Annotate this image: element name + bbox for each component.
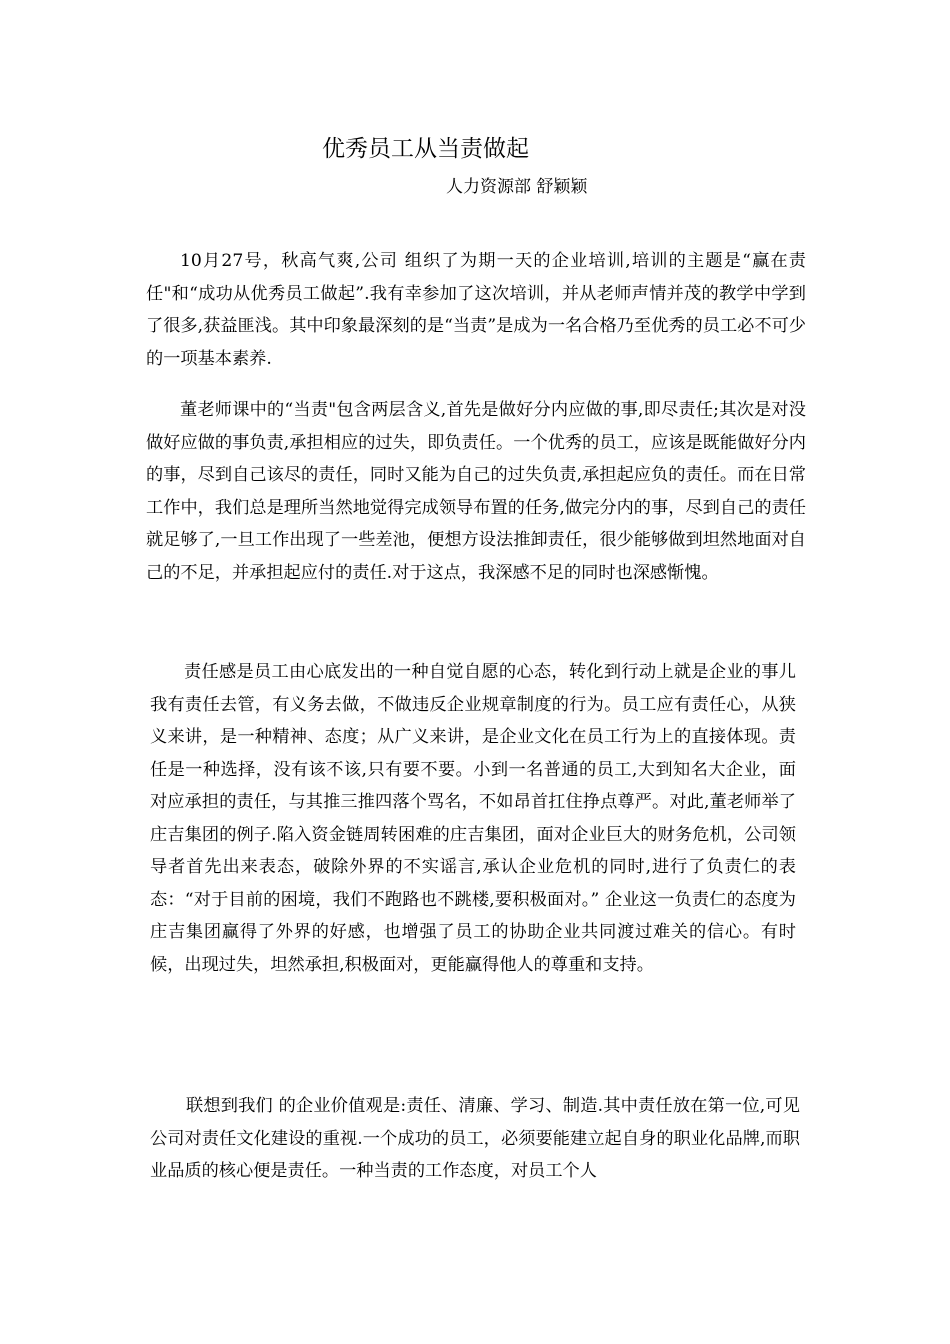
document-author: 人力资源部 舒颖颖 [446,177,588,197]
paragraph-4: 联想到我们 的企业价值观是:责任、清廉、学习、制造.其中责任放在第一位,可见公司对责任文化建设的重视.一个成功的员工，必须要能建立起自身的职业化品牌,而职业品质的核心便是责任。一种当责的工作态度，对员工个人 [150,1096,800,1181]
paragraph-1: 10月27号，秋高气爽,公司 组织了为期一天的企业培训,培训的主题是“赢在责任"和“成功从优秀员工做起”.我有幸参加了这次培训，并从老师声情并茂的教学中学到了很多,获益匪浅。其中印象最深刻的是“当责”是成为一名合格乃至优秀的员工必不可少的一项基本素养. [146,251,806,369]
paragraph-2: 董老师课中的“当责"包含两层含义,首先是做好分内应做的事,即尽责任;其次是对没做好应做的事负责,承担相应的过失，即负责任。一个优秀的员工，应该是既能做好分内的事，尽到自己该尽的责任，同时又能为自己的过失负责,承担起应负的责任。而在日常工作中，我们总是理所当然地觉得完成领导布置的任务,做完分内的事，尽到自己的责任就足够了,一旦工作出现了一些差池，便想方设法推卸责任，很少能够做到坦然地面对自己的不足，并承担起应付的责任.对于这点，我深感不足的同时也深感惭愧。 [146,400,806,583]
paragraph-3: 责任感是员工由心底发出的一种自觉自愿的心态，转化到行动上就是企业的事儿我有责任去管，有义务去做，不做违反企业规章制度的行为。员工应有责任心，从狭义来讲，是一种精神、态度；从广义来讲，是企业文化在员工行为上的直接体现。责任是一种选择，没有该不该,只有要不要。小到一名普通的员工,大到知名大企业，面对应承担的责任，与其推三推四落个骂名，不如昂首扛住挣点尊严。对此,董老师举了庄吉集团的例子.陷入资金链周转困难的庄吉集团，面对企业巨大的财务危机，公司领导者首先出来表态，破除外界的不实谣言,承认企业危机的同时,进行了负责仁的表态：“对于目前的困境，我们不跑路也不跳楼,要积极面对。” 企业这一负责仁的态度为庄吉集团赢得了外界的好感，也增强了员工的协助企业共同渡过难关的信心。有时候，出现过失，坦然承担,积极面对，更能赢得他人的尊重和支持。 [150,662,796,975]
document-title: 优秀员工从当责做起 [322,136,529,162]
